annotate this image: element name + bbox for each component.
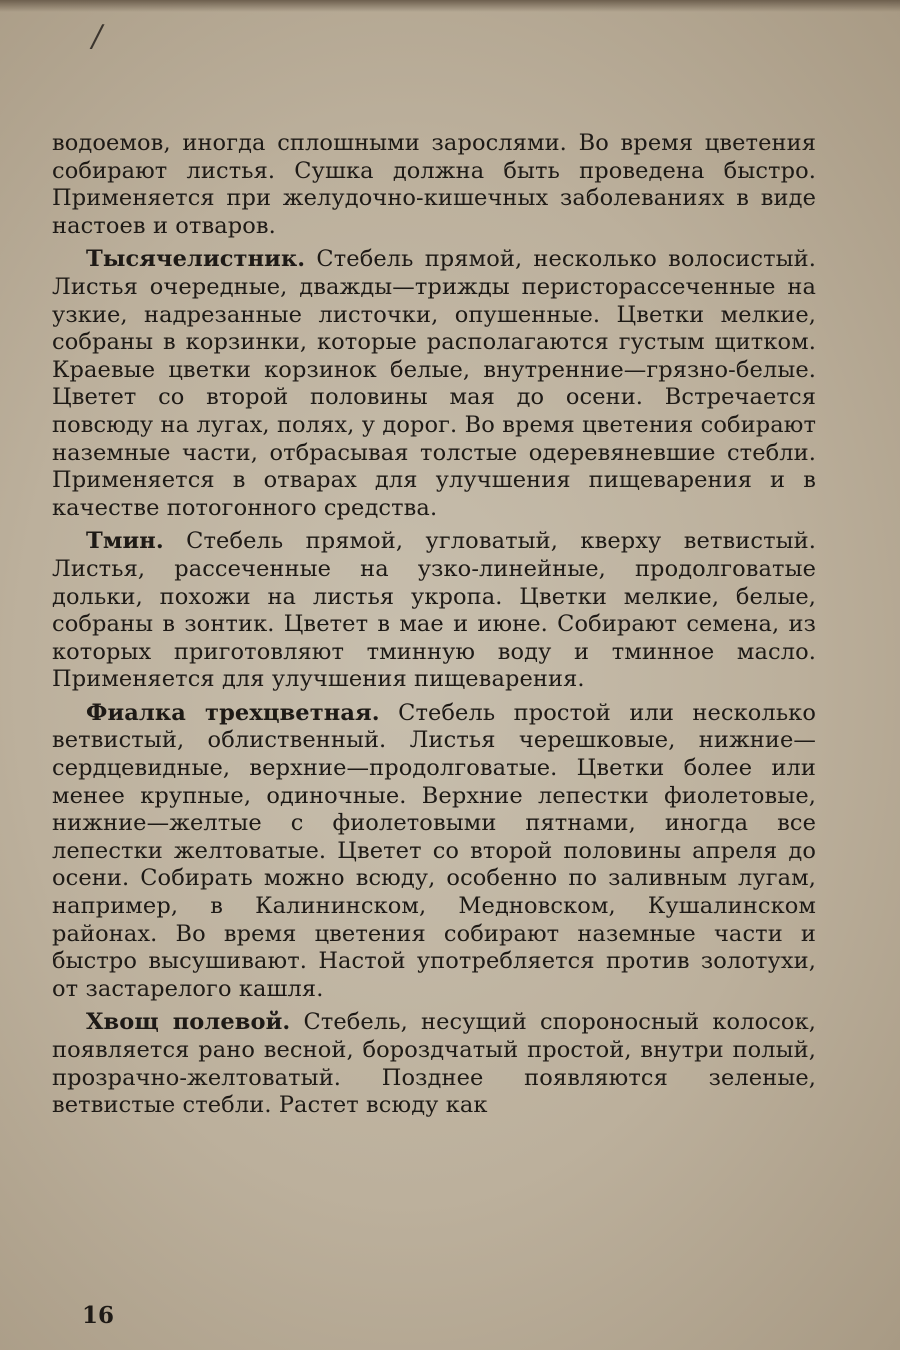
paragraph-text: Стебель простой или несколько ветвистый, облиственный. Листья черешковые, нижние—сердцевидные, верхние—продолговатые. Цветки более или менее крупные, одиночные. Верхние лепестки фиолетовые, нижние—желтые с фиолетовыми пятнами, иногда все лепестки желтоватые. Цветет со второй половины апреля до осени. Собирать можно всюду, особенно по заливным лугам, например, в Калининском, Медновском, Кушалинском районах. Во время цветения собирают наземные части и быстро высушивают. Настой употребляется против золотухи, от застарелого кашля. [52, 699, 816, 1002]
paragraph-yarrow [52, 246, 816, 522]
plant-name-yarrow: Тысячелистник. [86, 246, 306, 273]
page-top-edge [0, 0, 900, 12]
paragraph-text: водоемов, иногда сплошными зарослями. Во время цветения собирают листья. Сушка должна быть проведена быстро. Применяется при желудочно-кишечных заболеваниях в виде настоев и отваров. [52, 130, 816, 239]
page-number: 16 [82, 1302, 115, 1329]
plant-name-horsetail: Хвощ полевой. [86, 1009, 291, 1036]
pencil-mark: / [92, 19, 103, 54]
paragraph-text: Стебель прямой, несколько волосистый. Листья очередные, дважды—трижды перисторассеченные на узкие, надрезанные листочки, опушенные. Цветки мелкие, собраны в корзинки, которые располагаются густым щитком. Краевые цветки корзинок белые, внутренние—грязно-белые. Цветет со второй половины мая до осени. Встречается повсюду на лугах, полях, у дорог. Во время цветения собирают наземные части, отбрасывая толстые одеревяневшие стебли. Применяется в отварах для улучшения пищеварения и в качестве потогонного средства. [52, 246, 816, 521]
paragraph-caraway [52, 528, 816, 694]
plant-name-violet: Фиалка трехцветная. [86, 699, 380, 726]
body-text [52, 130, 816, 1126]
paragraph-text: Стебель, несущий спороносный колосок, появляется рано весной, бороздчатый простой, внутри полый, прозрачно-желтоватый. Позднее появляются зеленые, ветвистые стебли. Растет всюду как [52, 1009, 816, 1119]
paragraph-violet [52, 700, 816, 1004]
paragraph-continuation [52, 130, 816, 240]
paragraph-text: Стебель прямой, угловатый, кверху ветвистый. Листья, рассеченные на узко-линейные, продолговатые дольки, похожи на листья укропа. Цветки мелкие, белые, собраны в зонтик. Цветет в мае и июне. Собирают семена, из которых приготовляют тминную воду и тминное масло. Применяется для улучшения пищеварения. [52, 528, 816, 693]
plant-name-caraway: Тмин. [86, 528, 164, 555]
paragraph-horsetail [52, 1009, 816, 1119]
